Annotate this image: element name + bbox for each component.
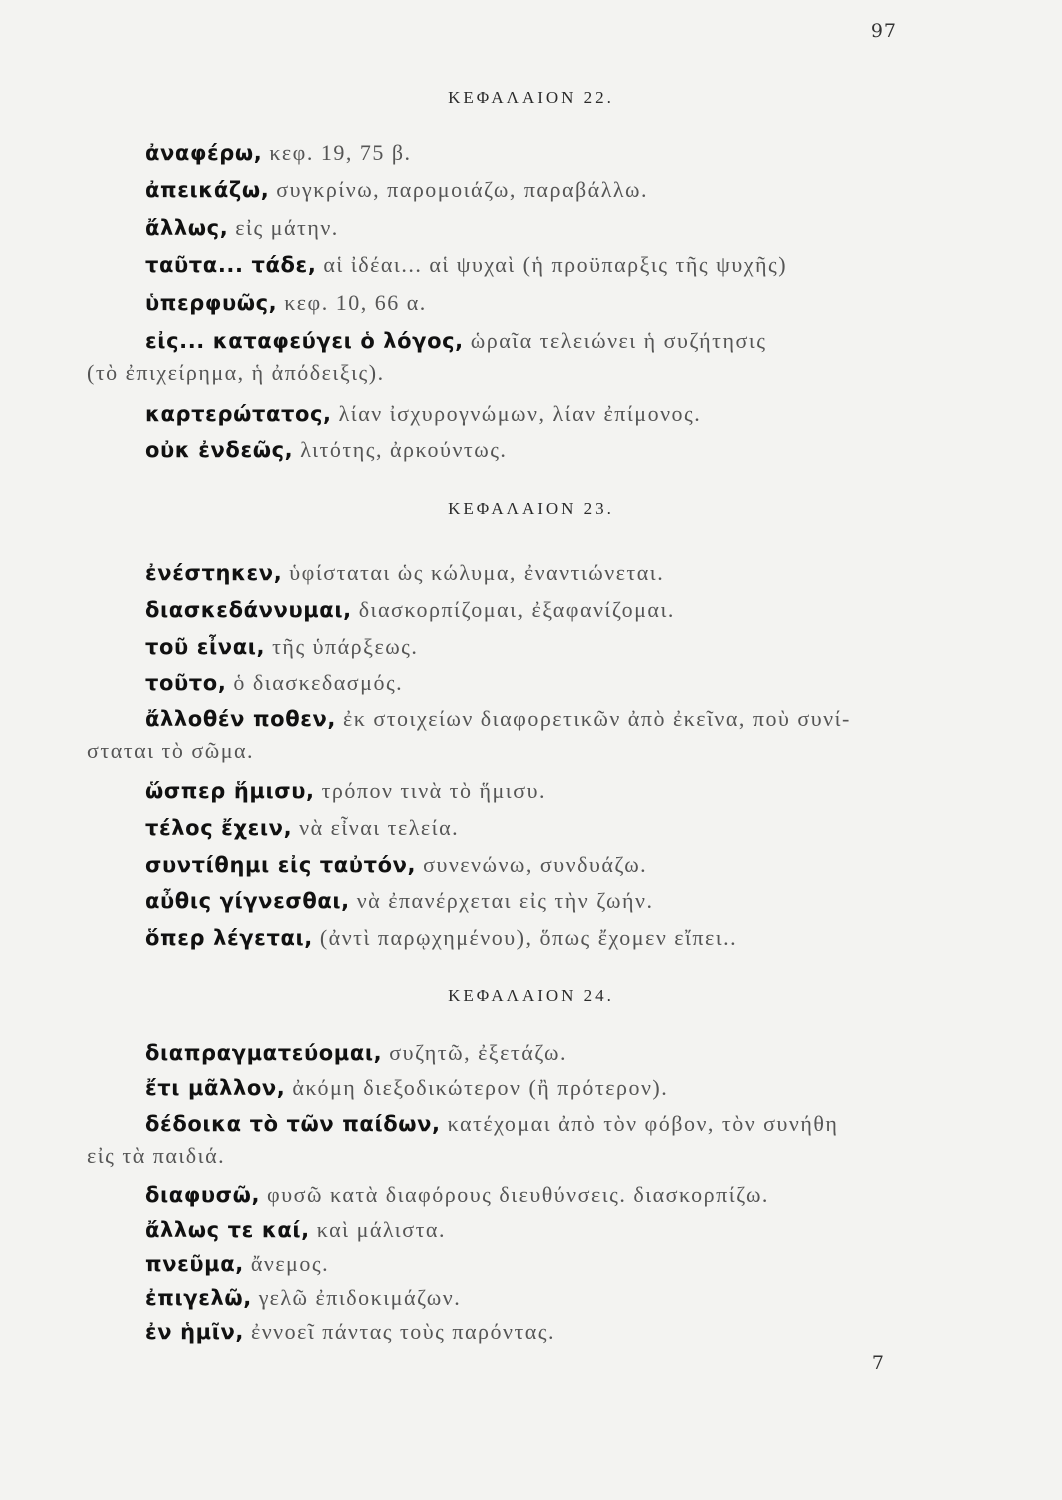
entry-term: οὐκ ἐνδεῶς, bbox=[145, 438, 294, 462]
entry-term: ἐν ἡμῖν, bbox=[145, 1320, 244, 1344]
entry-term: ταῦτα... τάδε, bbox=[145, 253, 317, 277]
entry-term: ἐπιγελῶ, bbox=[145, 1286, 252, 1310]
entry-gloss: ὡραῖα τελειώνει ἡ συζήτησις bbox=[470, 328, 767, 353]
glossary-entry bbox=[145, 1316, 935, 1349]
entry-gloss: ἄνεμος. bbox=[250, 1251, 330, 1276]
glossary-entry bbox=[145, 434, 935, 467]
glossary-entry bbox=[145, 1072, 935, 1105]
entry-gloss: κεφ. 19, 75 β. bbox=[269, 140, 412, 165]
glossary-entry bbox=[145, 812, 935, 845]
glossary-entry bbox=[145, 137, 935, 170]
entry-gloss: συγκρίνω, παρομοιάζω, παραβάλλω. bbox=[276, 177, 649, 202]
entry-term: τοῦ εἶναι, bbox=[145, 635, 266, 659]
entry-gloss: ἐννοεῖ πάντας τοὺς παρόντας. bbox=[250, 1319, 556, 1344]
entry-gloss: αἱ ἰδέαι... αἱ ψυχαὶ (ἡ προϋπαρξις τῆς ψυχῆς) bbox=[323, 252, 788, 277]
entry-term: διαφυσῶ, bbox=[145, 1183, 261, 1207]
glossary-entry bbox=[145, 922, 935, 955]
entry-term: ἄλλοθέν ποθεν, bbox=[145, 707, 337, 731]
chapter-heading-24: ΚΕΦΑΛΑΙΟΝ 24. bbox=[448, 986, 614, 1005]
glossary-entry bbox=[145, 557, 935, 590]
entry-gloss: κεφ. 10, 66 α. bbox=[284, 290, 427, 315]
glossary-entry bbox=[145, 174, 935, 207]
glossary-entry bbox=[145, 1108, 935, 1141]
entry-gloss: νὰ εἶναι τελεία. bbox=[299, 815, 460, 840]
entry-gloss: καὶ μάλιστα. bbox=[316, 1217, 446, 1242]
entry-gloss: (ἀντὶ παρῳχημένου), ὅπως ἔχομεν εἴπει.. bbox=[319, 925, 738, 950]
entry-term: ἄλλως τε καί, bbox=[145, 1218, 310, 1242]
entry-gloss: γελῶ ἐπιδοκιμάζων. bbox=[258, 1285, 462, 1310]
page-number: 97 bbox=[870, 20, 897, 42]
entry-gloss: λίαν ἰσχυρογνώμων, λίαν ἐπίμονος. bbox=[338, 401, 702, 426]
entry-term: εἰς... καταφεύγει ὁ λόγος, bbox=[145, 329, 464, 353]
entry-term: διασκεδάννυμαι, bbox=[145, 598, 352, 622]
entry-gloss: ἀκόμη διεξοδικώτερον (ἢ πρότερον). bbox=[292, 1075, 669, 1100]
entry-continuation: (τὸ ἐπιχείρημα, ἡ ἀπόδειξις). bbox=[87, 360, 385, 385]
entry-gloss: ὑφίσταται ὡς κώλυμα, ἐναντιώνεται. bbox=[289, 560, 665, 585]
entry-gloss: λιτότης, ἀρκούντως. bbox=[300, 437, 508, 462]
entry-term: διαπραγματεύομαι, bbox=[145, 1041, 383, 1065]
entry-gloss: νὰ ἐπανέρχεται εἰς τὴν ζωήν. bbox=[356, 888, 654, 913]
glossary-entry bbox=[145, 249, 935, 282]
entry-continuation: σταται τὸ σῶμα. bbox=[87, 738, 255, 763]
entry-gloss: συζητῶ, ἐξετάζω. bbox=[389, 1040, 568, 1065]
entry-gloss: εἰς μάτην. bbox=[235, 215, 339, 240]
glossary-entry bbox=[145, 631, 935, 664]
glossary-entry bbox=[145, 667, 935, 700]
glossary-entry bbox=[145, 849, 935, 882]
entry-term: ὅπερ λέγεται, bbox=[145, 926, 313, 950]
glossary-entry bbox=[145, 212, 935, 245]
entry-gloss: κατέχομαι ἀπὸ τὸν φόβον, τὸν συνήθη bbox=[447, 1111, 839, 1136]
entry-term: ἐνέστηκεν, bbox=[145, 561, 283, 585]
entry-term: ὑπερφυῶς, bbox=[145, 291, 278, 315]
entry-gloss: φυσῶ κατὰ διαφόρους διευθύνσεις. διασκορπίζω. bbox=[267, 1182, 769, 1207]
entry-gloss: ὁ διασκεδασμός. bbox=[233, 670, 404, 695]
entry-gloss: ἐκ στοιχείων διαφορετικῶν ἀπὸ ἐκεῖνα, ποὺ συνί- bbox=[343, 706, 851, 731]
entry-term: καρτερώτατος, bbox=[145, 402, 332, 426]
glossary-entry bbox=[145, 775, 935, 808]
entry-gloss: τῆς ὑπάρξεως. bbox=[272, 634, 419, 659]
glossary-entry bbox=[145, 1179, 935, 1212]
entry-gloss: διασκορπίζομαι, ἐξαφανίζομαι. bbox=[358, 597, 675, 622]
entry-term: συντίθημι εἰς ταὐτόν, bbox=[145, 853, 417, 877]
entry-term: ἀπεικάζω, bbox=[145, 178, 270, 202]
entry-term: δέδοικα τὸ τῶν παίδων, bbox=[145, 1112, 441, 1136]
entry-continuation: εἰς τὰ παιδιά. bbox=[87, 1143, 226, 1168]
signature-mark: 7 bbox=[871, 1352, 884, 1374]
glossary-entry bbox=[145, 1248, 935, 1281]
glossary-entry bbox=[145, 885, 935, 918]
entry-term: πνεῦμα, bbox=[145, 1252, 244, 1276]
entry-term: τέλος ἔχειν, bbox=[145, 816, 293, 840]
entry-term: ἔτι μᾶλλον, bbox=[145, 1076, 286, 1100]
glossary-entry bbox=[145, 703, 935, 736]
entry-gloss: τρόπον τινὰ τὸ ἥμισυ. bbox=[321, 778, 546, 803]
chapter-heading-23: ΚΕΦΑΛΑΙΟΝ 23. bbox=[448, 499, 614, 518]
entry-term: ὥσπερ ἥμισυ, bbox=[145, 779, 315, 803]
glossary-entry bbox=[145, 1037, 935, 1070]
chapter-heading-22: ΚΕΦΑΛΑΙΟΝ 22. bbox=[448, 88, 614, 107]
glossary-entry bbox=[145, 594, 935, 627]
entry-gloss: συνενώνω, συνδυάζω. bbox=[423, 852, 648, 877]
glossary-entry bbox=[145, 398, 935, 431]
glossary-entry bbox=[145, 287, 935, 320]
glossary-entry bbox=[145, 1214, 935, 1247]
entry-term: τοῦτο, bbox=[145, 671, 227, 695]
entry-term: αὖθις γίγνεσθαι, bbox=[145, 889, 350, 913]
entry-term: ἄλλως, bbox=[145, 216, 229, 240]
glossary-entry bbox=[145, 1282, 935, 1315]
glossary-entry bbox=[145, 325, 935, 358]
entry-term: ἀναφέρω, bbox=[145, 141, 263, 165]
